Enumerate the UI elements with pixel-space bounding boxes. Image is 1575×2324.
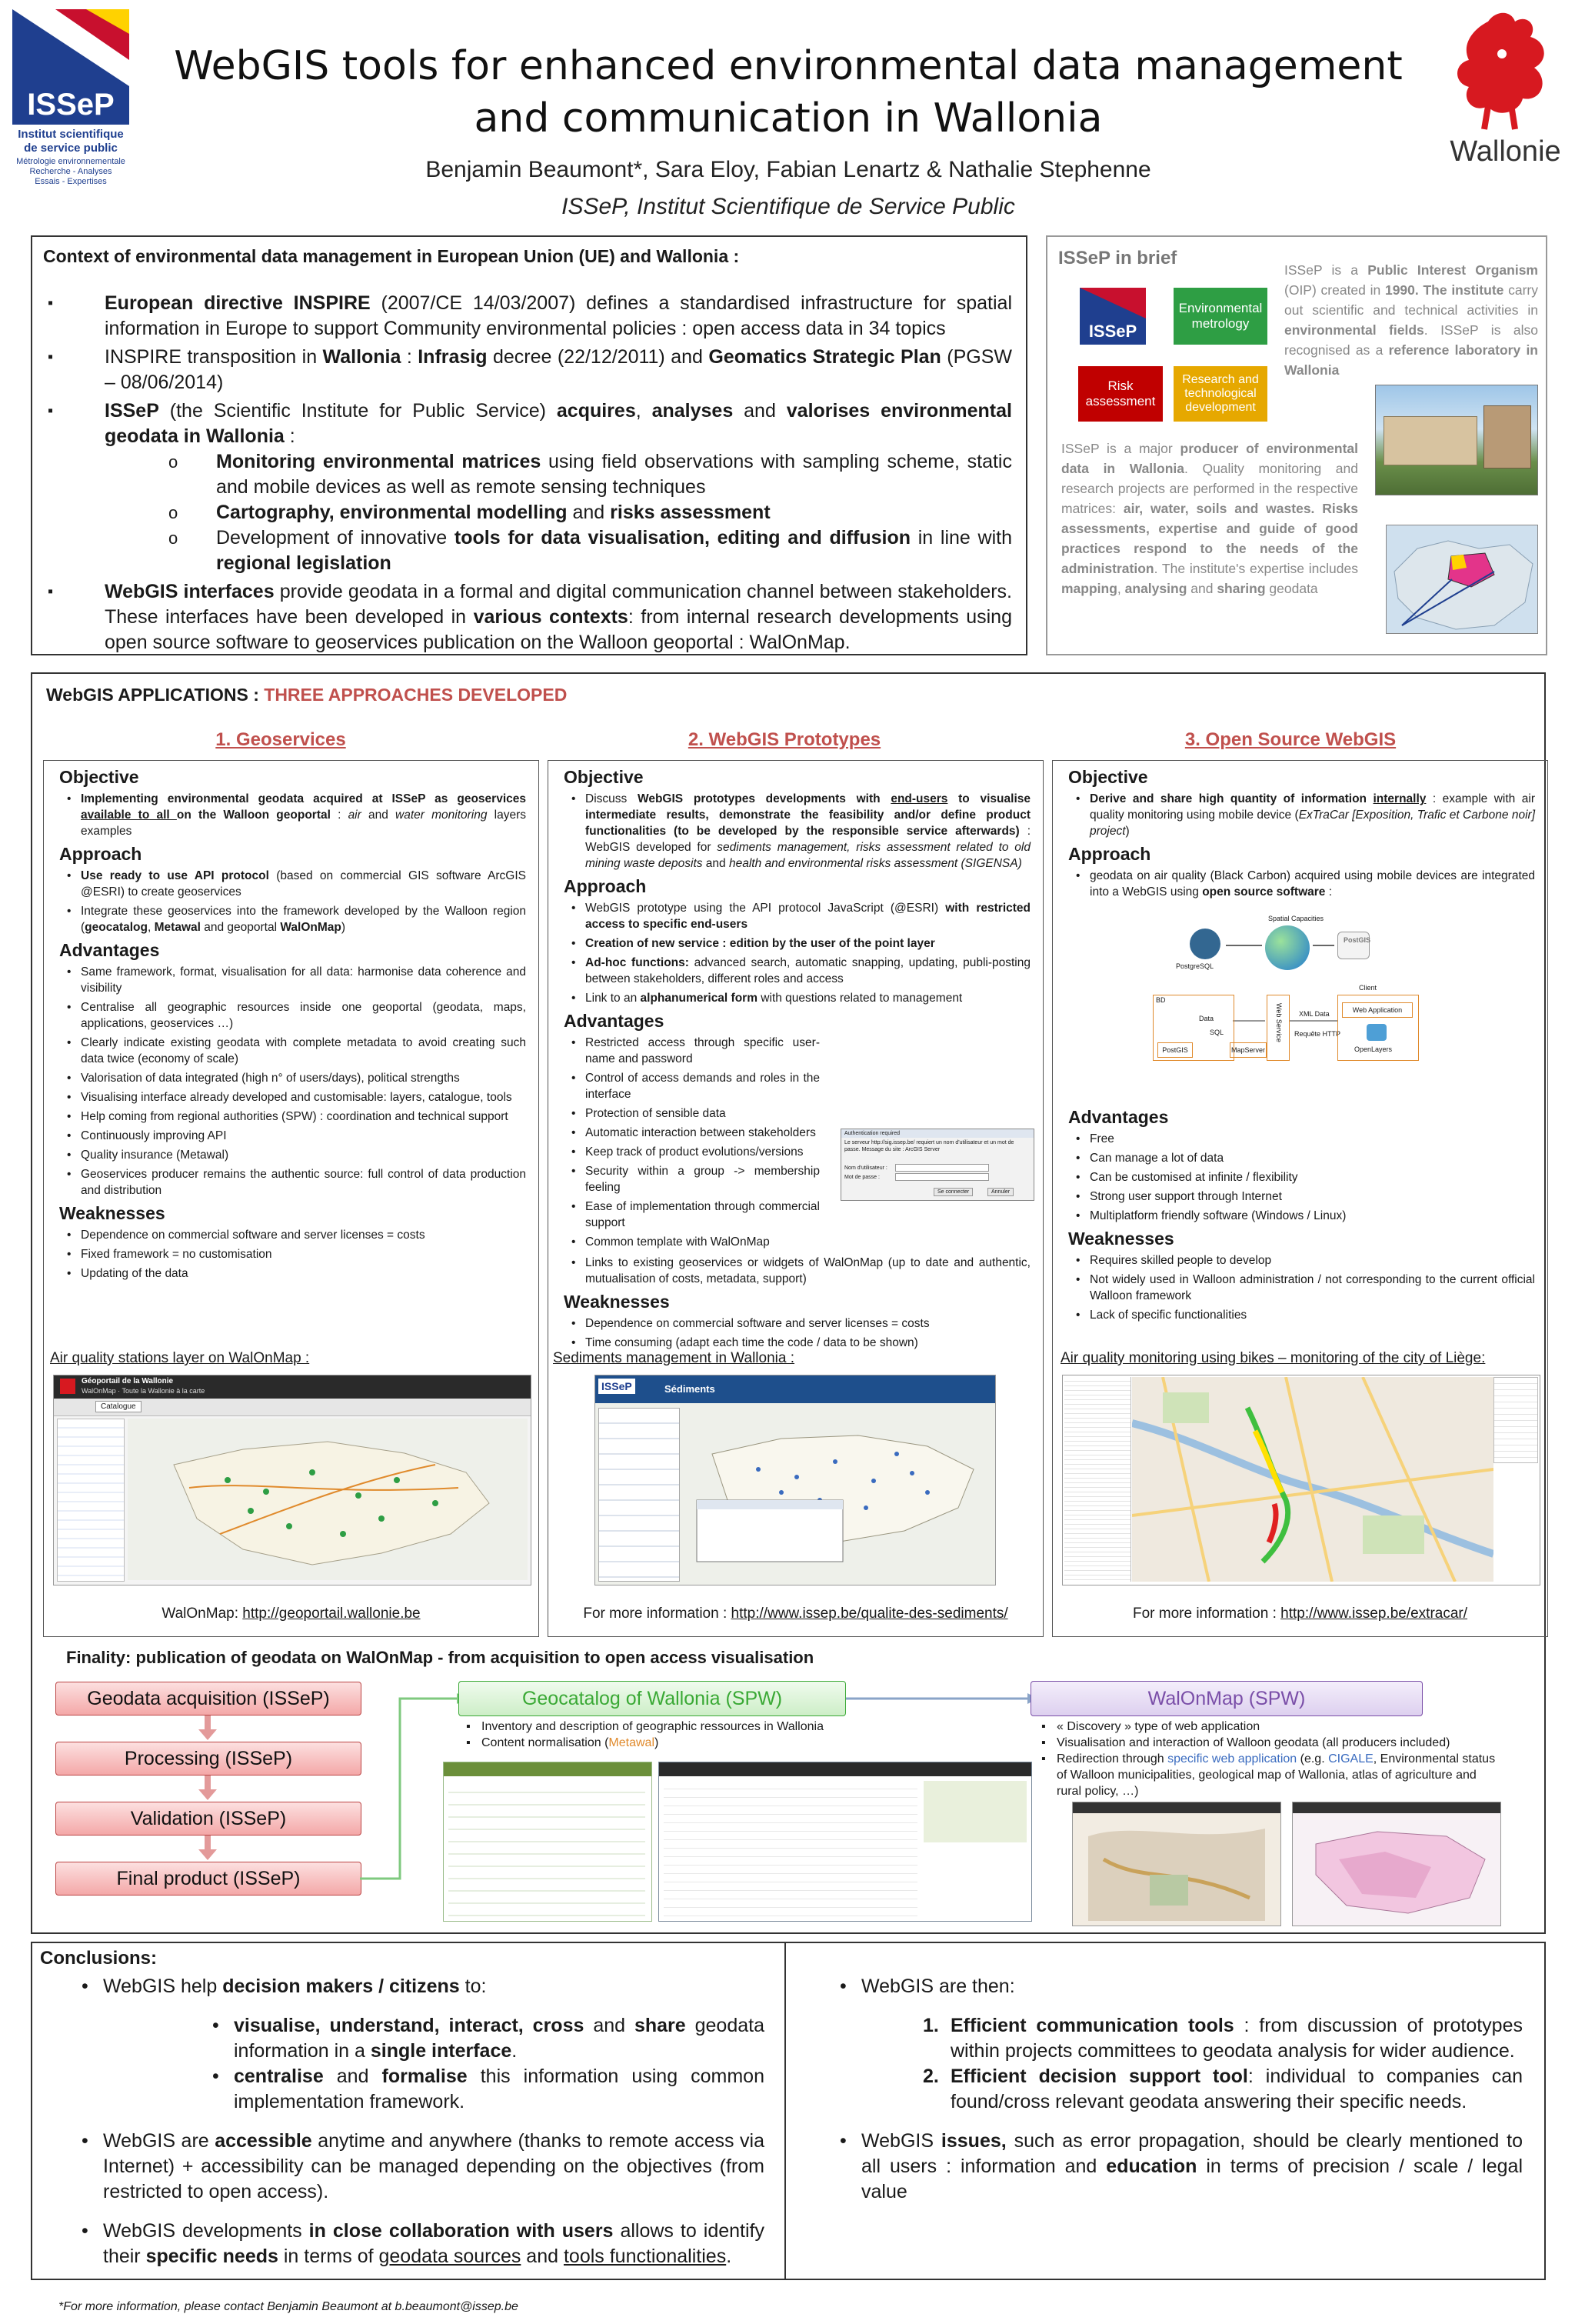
walonmap-header-2: WalOnMap · Toute la Wallonie à la carte [82, 1387, 205, 1395]
col3-objective: • Derive and share high quantity of information internally : example with air quality monitoring using mobile device (ExTraCar [Exposition, Trafic et Carbone noir] project) [1068, 791, 1535, 839]
logo-line1: Institut scientifique [18, 128, 124, 141]
col2-objective-heading: Objective [564, 767, 644, 787]
col2-screenshot-caption: Sediments management in Wallonia : [553, 1350, 795, 1366]
context-sub-development: o Development of innovative tools for data visualisation, editing and diffusion in line with regional legislation [43, 525, 1012, 576]
login-user-label: Nom d'utilisateur : [844, 1165, 887, 1171]
col-opensource [1052, 760, 1548, 1637]
walonmap-tab-catalogue[interactable]: Catalogue [95, 1401, 142, 1412]
col3-advantage: • Multiplatform friendly software (Windows / Linux) [1068, 1208, 1535, 1224]
walonmap-web-screenshot-2 [1292, 1802, 1501, 1926]
brief-paragraph-1: ISSeP is a Public Interest Organism (OIP) created in 1990. The institute carry out scientific and technical activities in environmental fields. ISSeP is also recognised as a reference laboratory in Wallonia [1284, 262, 1539, 378]
login-cancel-button[interactable]: Annuler [987, 1188, 1014, 1196]
openlayers-icon [1367, 1024, 1387, 1041]
col2-advantage: • Control of access demands and roles in the interface [564, 1070, 820, 1102]
walonmap-link[interactable]: http://geoportail.wallonie.be [242, 1605, 421, 1622]
walonmap-bullets [1040, 1719, 1501, 1799]
context-section [31, 235, 1027, 655]
wallonie-label: Wallonie [1450, 135, 1561, 168]
col1-approach-2: • Integrate these geoservices into the framework developed by the Walloon region (geocatalog, Metawal and geoportal WalOnMap) [59, 903, 526, 935]
poster-title [154, 40, 1423, 145]
finality-title: Finality: publication of geodata on WalOnMap - from acquisition to open access visualisation [66, 1648, 814, 1667]
building-photo [1375, 385, 1538, 495]
mapserver-box: MapServer [1230, 1042, 1267, 1058]
openlayers-label: OpenLayers [1354, 1045, 1393, 1053]
col2-advantages-heading: Advantages [564, 1011, 664, 1031]
col2-advantage: • Links to existing geoservices or widgets of WalOnMap (up to date and authentic, mutualisation of costs, metadata, support) [564, 1255, 1031, 1287]
col1-approach-heading: Approach [59, 844, 142, 864]
walonmap-box: WalOnMap (SPW) [1031, 1681, 1423, 1716]
wallonie-logo [1442, 6, 1569, 175]
apps-title: WebGIS APPLICATIONS : THREE APPROACHES DEVELOPED [46, 685, 568, 705]
data-label: Data [1199, 1015, 1214, 1022]
brief-logo-text: ISSeP [1088, 322, 1137, 341]
col3-advantage: • Can manage a lot of data [1068, 1150, 1535, 1166]
col2-approach-3: • Ad-hoc functions: advanced search, automatic snapping, updating, publi-posting between stakeholders, different roles and access [564, 955, 1031, 987]
tile-research: Research and technological development [1174, 366, 1267, 422]
col1-advantage: • Quality insurance (Metawal) [59, 1147, 526, 1163]
context-sub-cartography: o Cartography, environmental modelling and risks assessment [43, 500, 1012, 525]
extracar-link[interactable]: http://www.issep.be/extracar/ [1280, 1605, 1468, 1622]
tile-metrology: Environmental metrology [1174, 288, 1267, 345]
brief-paragraph-2: ISSeP is a major producer of environmental data in Wallonia. Quality monitoring and research projects are performed in the respective matrices: air, water, soils and wastes. Risks assessments, expertise and guide of good practices respond to the needs of the administration. The institute's expertise includes mapping, analysing and sharing geodata [1061, 441, 1359, 596]
conclusions-section [31, 1942, 1546, 2280]
issep-logo [9, 6, 132, 191]
walonmap-bullet-2: ▪ Visualisation and interaction of Walloon geodata (all producers included) [1041, 1736, 1450, 1749]
login-dialog [841, 1129, 1034, 1201]
affiliation: ISSeP, Institut Scientifique de Service Public [561, 194, 1015, 219]
col2-advantage: • Security within a group -> membership feeling [564, 1163, 820, 1195]
brief-title: ISSeP in brief [1058, 248, 1177, 268]
title-line-2: and communication in Wallonia [474, 95, 1103, 142]
xml-label: XML Data [1299, 1010, 1330, 1018]
liege-bike-screenshot [1062, 1375, 1540, 1585]
col2-more-info: For more information : http://www.issep.be/qualite-des-sediments/ [583, 1605, 1008, 1622]
col2-advantage: • Keep track of product evolutions/versions [564, 1144, 820, 1160]
conclusion-visualise: • visualise, understand, interact, cross and share geodata information in a single interface. [234, 2013, 764, 2064]
login-dialog-title: Authentication required [841, 1129, 1034, 1138]
context-item-webgis: ▪ WebGIS interfaces provide geodata in a formal and digital communication channel between stakeholders. These interfaces have been developed in various contexts: from internal research developments using open source software to geoservices publication on the Walloon geoportal : WalOnMap. [43, 579, 1012, 655]
col2-weaknesses-heading: Weaknesses [564, 1292, 670, 1312]
col-prototypes [548, 760, 1044, 1637]
col1-advantage: • Centralise all geographic resources inside one geoportal (geodata, maps, applications, geoservices …) [59, 999, 526, 1032]
col3-title: 3. Open Source WebGIS [1184, 729, 1397, 750]
sql-label: SQL [1210, 1029, 1224, 1036]
walonmap-web-screenshot-1 [1072, 1802, 1281, 1926]
flow-step-final: Final product (ISSeP) [55, 1862, 361, 1896]
geocatalog-bullet-1: ▪ Inventory and description of geographic ressources in Wallonia [466, 1720, 824, 1733]
rooster-icon [1442, 6, 1569, 133]
title-line-1: WebGIS tools for enhanced environmental data management [174, 43, 1403, 89]
conclusion-communication: 1. Efficient communication tools : from discussion of prototypes within projects committees to geodata analysis for wider audience. [923, 2015, 1523, 2062]
col3-objective-heading: Objective [1068, 767, 1148, 787]
col3-advantage: • Free [1068, 1131, 1535, 1147]
conclusion-issues: • WebGIS issues, such as error propagation, should be clearly mentioned to all users : information and education in terms of precision / scale / legal value [861, 2129, 1523, 2205]
metawal-screenshot [658, 1762, 1032, 1922]
context-title: Context of environmental data management in European Union (UE) and Wallonia : [43, 246, 740, 266]
webapp-box: Web Application [1342, 1002, 1413, 1018]
col2-advantage: • Common template with WalOnMap [564, 1234, 820, 1250]
login-connect-button[interactable]: Se connecter [934, 1188, 973, 1196]
liege-map [1132, 1377, 1493, 1582]
conclusion-centralise: • centralise and formalise this information using common implementation framework. [234, 2064, 764, 2115]
walonmap-layer-panel [57, 1419, 125, 1582]
col2-approach-heading: Approach [564, 876, 647, 896]
spatial-label: Spatial Capacities [1268, 915, 1324, 922]
col1-advantages-heading: Advantages [59, 940, 160, 960]
col3-weakness: • Lack of specific functionalities [1068, 1307, 1535, 1323]
geocatalog-box: Geocatalog of Wallonia (SPW) [458, 1681, 846, 1716]
col1-advantage: • Geoservices producer remains the authentic source: full control of data production and distribution [59, 1166, 526, 1199]
login-pass-input[interactable] [895, 1173, 989, 1181]
http-label: Requête HTTP [1294, 1030, 1341, 1038]
conclusion-accessible: • WebGIS are accessible anytime and anywhere (thanks to remote access via Internet) + accessibility can be managed depending on the objectives (from restricted to open access). [103, 2129, 764, 2205]
authors: Benjamin Beaumont*, Sara Eloy, Fabian Lenartz & Nathalie Stephenne [425, 157, 1151, 182]
sediments-link[interactable]: http://www.issep.be/qualite-des-sediments/ [731, 1605, 1008, 1622]
col2-approach-1: • WebGIS prototype using the API protocol JavaScript (@ESRI) with restricted access to specific end-users [564, 900, 1031, 932]
col3-approach-1: • geodata on air quality (Black Carbon) acquired using mobile devices are integrated into a WebGIS using open source software : [1068, 868, 1535, 900]
sediments-header: Sédiments [664, 1383, 715, 1395]
col3-more-info: For more information : http://www.issep.be/extracar/ [1132, 1605, 1468, 1622]
col-geoservices [43, 760, 539, 1637]
col1-advantage: • Visualising interface already developed and customisable: layers, catalogue, tools [59, 1089, 526, 1105]
col2-weakness: • Dependence on commercial software and server licenses = costs [564, 1315, 1031, 1332]
flow-step-acquisition: Geodata acquisition (ISSeP) [55, 1682, 361, 1715]
col2-weakness: • Time consuming (adapt each time the code / data to be shown) [564, 1335, 1031, 1351]
col3-weaknesses-heading: Weaknesses [1068, 1229, 1174, 1249]
col2-advantage: • Ease of implementation through commercial support [564, 1199, 820, 1231]
context-item-inspire: ▪ European directive INSPIRE (2007/CE 14/03/2007) defines a standardised infrastructure for spatial information in Europe to support Community environmental policies : open access data in 34 topics [43, 291, 1012, 342]
walonmap-map [128, 1419, 528, 1580]
postgis-label: PostGIS [1344, 936, 1371, 944]
col1-advantage: • Continuously improving API [59, 1128, 526, 1144]
webservice-label: Web Service [1275, 1003, 1283, 1042]
conclusion-collaboration: • WebGIS developments in close collaboration with users allows to identify their specific needs in terms of geodata sources and tools functionalities. [103, 2219, 764, 2269]
tile-risk: Risk assessment [1078, 366, 1163, 422]
col1-weaknesses-heading: Weaknesses [59, 1203, 165, 1223]
col1-screenshot-caption: Air quality stations layer on WalOnMap : [50, 1350, 310, 1366]
login-dialog-text: Le serveur http://sig.issep.be/ requiert un nom d'utilisateur et un mot de passe. Message du site : ArcGIS Server [844, 1140, 1014, 1152]
bd-label: BD [1156, 996, 1166, 1004]
liege-right-panel [1493, 1377, 1538, 1463]
context-item-transposition: ▪ INSPIRE transposition in Wallonia : Infrasig decree (22/12/2011) and Geomatics Strategic Plan (PGSW – 08/06/2014) [43, 345, 1012, 395]
client-label: Client [1359, 984, 1377, 992]
col3-weakness: • Requires skilled people to develop [1068, 1252, 1535, 1269]
europe-map [1386, 525, 1538, 634]
logo-line3: Métrologie environnementale [16, 157, 125, 166]
geocatalog-bullet-2: ▪ Content normalisation (Metawal) [466, 1736, 659, 1749]
col1-advantage: • Help coming from regional authorities (SPW) : coordination and technical support [59, 1109, 526, 1125]
postgis-box: PostGIS [1157, 1042, 1193, 1058]
col2-advantage: • Automatic interaction between stakeholders [564, 1125, 820, 1141]
logo-line5: Essais - Expertises [35, 177, 107, 186]
architecture-diagram [1153, 915, 1445, 1107]
walonmap-bullet-1: ▪ « Discovery » type of web application [1041, 1720, 1260, 1733]
logo-line2: de service public [24, 142, 118, 155]
sediments-logo: ISSeP [598, 1379, 635, 1394]
col1-objective-heading: Objective [59, 767, 139, 787]
liege-legend-panel [1064, 1377, 1131, 1582]
col1-weakness: • Fixed framework = no customisation [59, 1246, 526, 1262]
col2-title: 2. WebGIS Prototypes [688, 729, 881, 750]
col3-advantage: • Can be customised at infinite / flexibility [1068, 1169, 1535, 1185]
conclusion-decision-makers: • WebGIS help decision makers / citizens to: [103, 1974, 764, 1999]
walonmap-screenshot [53, 1375, 531, 1585]
context-sub-monitoring: o Monitoring environmental matrices using field observations with sampling scheme, static and mobile devices as well as remote sensing techniques [43, 449, 1012, 500]
flow-step-validation: Validation (ISSeP) [55, 1802, 361, 1836]
sediments-screenshot [594, 1375, 996, 1585]
col3-advantage: • Strong user support through Internet [1068, 1189, 1535, 1205]
col2-approach-4: • Link to an alphanumerical form with questions related to management [564, 990, 1031, 1006]
col1-advantage: • Same framework, format, visualisation for all data: harmonise data coherence and visibility [59, 964, 526, 996]
postgresql-label: PostgreSQL [1176, 962, 1214, 970]
col3-screenshot-caption: Air quality monitoring using bikes – monitoring of the city of Liège: [1061, 1350, 1486, 1366]
col1-weakness: • Updating of the data [59, 1265, 526, 1282]
geocatalog-screenshot [443, 1762, 652, 1922]
sediments-map [681, 1408, 992, 1580]
col1-advantage: • Valorisation of data integrated (high n° of users/days), political strengths [59, 1070, 526, 1086]
col1-title: 1. Geoservices [215, 729, 346, 750]
brief-section [1046, 235, 1547, 655]
context-item-issep: ▪ ISSeP (the Scientific Institute for Public Service) acquires, analyses and valorises environmental geodata in Wallonia : o Monitoring environmental matrices using field observations with sampling scheme, static and mobile devices as well as remote sensing techniques o Cartography, environmental modelling and risks assessment o Development of innovative tools for data visualisation, editing and diffusion in line with regional legislation [43, 398, 1012, 576]
logo-line4: Recherche - Analyses [29, 167, 112, 176]
col3-approach-heading: Approach [1068, 844, 1151, 864]
walonmap-bullet-3: ▪ Redirection through specific web application (e.g. CIGALE, Environmental status of Walloon municipalities, geological map of Wallonia, atlas of agriculture and rural policy, …) [1041, 1752, 1496, 1798]
flow-step-processing: Processing (ISSeP) [55, 1742, 361, 1776]
col2-advantage: • Protection of sensible data [564, 1105, 820, 1122]
conclusions-divider [784, 1943, 786, 2279]
geocatalog-bullets [465, 1719, 864, 1751]
sediments-side-panel [598, 1408, 680, 1582]
login-user-input[interactable] [895, 1164, 989, 1172]
conclusion-then: • WebGIS are then: [861, 1974, 1523, 1999]
col1-advantage: • Clearly indicate existing geodata with complete metadata to avoid creating such data twice (economy of scale) [59, 1035, 526, 1067]
col1-more-info: WalOnMap: http://geoportail.wallonie.be [161, 1605, 421, 1622]
brief-logo [1080, 288, 1146, 345]
col1-weakness: • Dependence on commercial software and server licenses = costs [59, 1227, 526, 1243]
conclusion-decision-support: 2. Efficient decision support tool: individual to companies can found/cross relevant geodata answering their specific needs. [923, 2066, 1523, 2112]
col3-weakness: • Not widely used in Walloon administration / not corresponding to the current official Walloon framework [1068, 1272, 1535, 1304]
webservice-box [1267, 995, 1290, 1061]
col1-approach-1: • Use ready to use API protocol (based on commercial GIS software ArcGIS @ESRI) to create geoservices [59, 868, 526, 900]
col1-objective: • Implementing environmental geodata acquired at ISSeP as geoservices available to all on the Walloon geoportal : air and water monitoring layers examples [59, 791, 526, 839]
login-pass-label: Mot de passe : [844, 1175, 880, 1180]
col3-advantages-heading: Advantages [1068, 1107, 1169, 1127]
walonmap-header-1: Géoportail de la Wallonie [82, 1377, 174, 1385]
footer-contact: *For more information, please contact Benjamin Beaumont at b.beaumont@issep.be [58, 2300, 518, 2313]
col2-advantage: • Restricted access through specific user-name and password [564, 1035, 820, 1067]
col2-approach-2: • Creation of new service : edition by the user of the point layer [564, 935, 1031, 952]
conclusions-title: Conclusions: [40, 1948, 158, 1969]
col2-objective: • Discuss WebGIS prototypes developments with end-users to visualise intermediate results, demonstrate the feasibility and/or define product functionalities (to be developed by the responsible service afterwards) : WebGIS developed for sediments management, risks assessment related to old mining waste deposits and health and environmental risks assessment (SIGENSA) [564, 791, 1031, 872]
logo-name: ISSeP [27, 88, 115, 122]
